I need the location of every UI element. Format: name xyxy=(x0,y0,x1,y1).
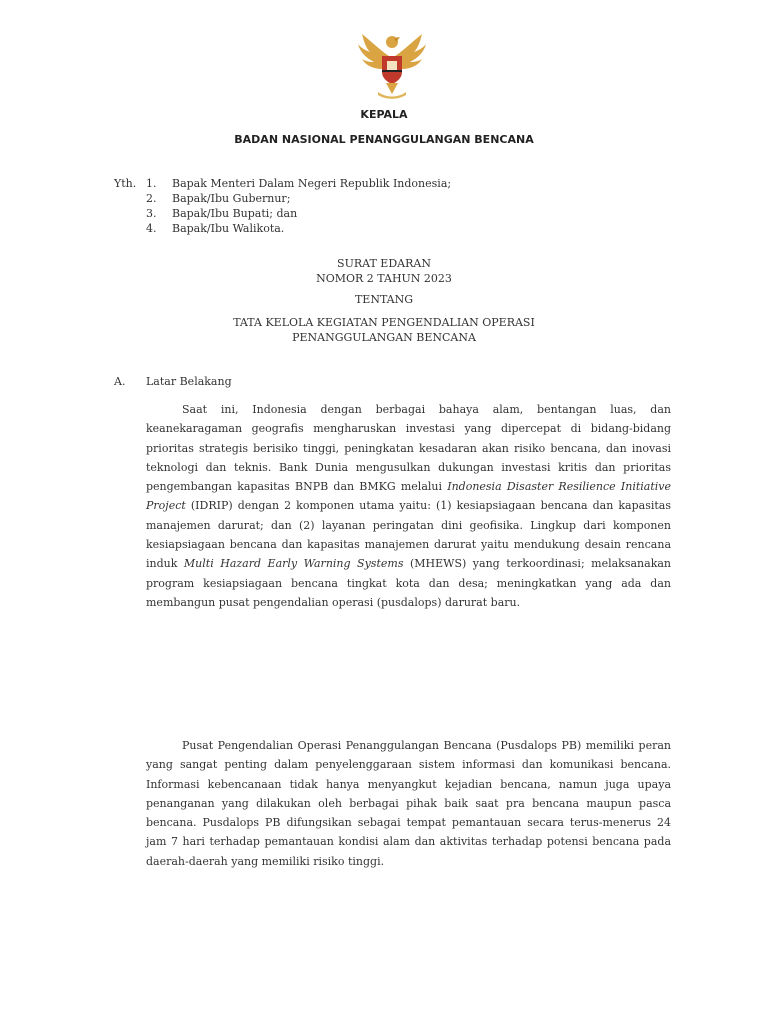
paragraph-1 xyxy=(146,400,671,612)
recipient-number: 3. xyxy=(146,207,157,220)
recipient-prefix: Yth. xyxy=(114,177,137,190)
recipient-text: Bapak/Ibu Bupati; dan xyxy=(172,207,298,220)
paragraph-1-italic-project: Indonesia Disaster Resilience Initiative Project xyxy=(146,480,671,513)
title-nomor: NOMOR 2 TAHUN 2023 xyxy=(316,272,452,285)
recipient-number: 1. xyxy=(146,177,157,190)
paragraph-1-text: (IDRIP) dengan 2 komponen utama yaitu: (1) kesiapsiagaan bencana dan kapasitas manajemen darurat; dan (2) layanan peringatan dini geofisika. Lingkup dari komponen kesiapsiagaan bencana dan kapasitas manajemen darurat yaitu mendukung desain rencana induk xyxy=(146,499,671,571)
document-title xyxy=(0,256,768,345)
section-letter: A. xyxy=(114,375,126,388)
header-agency-name: BADAN NASIONAL PENANGGULANGAN BENCANA xyxy=(234,133,534,146)
header-kepala: KEPALA xyxy=(360,108,408,121)
paragraph-1-italic-mhews: Multi Hazard Early Warning Systems xyxy=(183,557,404,571)
recipient-text: Bapak Menteri Dalam Negeri Republik Indonesia; xyxy=(172,177,452,190)
paragraph-2-text: Pusat Pengendalian Operasi Penanggulangan Bencana (Pusdalops PB) memiliki peran yang sangat penting dalam penyelenggaraan sistem informasi dan komunikasi bencana. Informasi kebencanaan tidak hanya menyangkut kejadian bencana, namun juga upaya penanganan yang dilakukan oleh berbagai pihak baik saat pra bencana maupun pasca bencana. Pusdalops PB difungsikan sebagai tempat pemantauan secara terus-menerus 24 jam 7 hari terhadap pemantauan kondisi alam dan aktivitas terhadap potensi bencana pada daerah-daerah yang memiliki risiko tinggi. xyxy=(146,739,671,868)
paragraph-1-text: (MHEWS) yang terkoordinasi; melaksanakan program kesiapsiagaan bencana tingkat kota dan desa; meningkatkan yang ada dan membangun pusat pengendalian operasi (pusdalops) darurat baru. xyxy=(146,557,671,609)
title-tentang: TENTANG xyxy=(354,293,414,306)
recipient-row xyxy=(114,191,451,206)
title-surat-edaran: SURAT EDARAN xyxy=(337,257,431,270)
recipient-text: Bapak/Ibu Walikota. xyxy=(172,222,285,235)
garuda-emblem-icon xyxy=(354,28,430,100)
title-subject-line1: TATA KELOLA KEGIATAN PENGENDALIAN OPERASI xyxy=(233,316,535,329)
recipient-number: 2. xyxy=(146,192,157,205)
title-subject-line2: PENANGGULANGAN BENCANA xyxy=(292,331,476,344)
section-title: Latar Belakang xyxy=(146,375,232,388)
recipient-text: Bapak/Ibu Gubernur; xyxy=(172,192,291,205)
recipient-number: 4. xyxy=(146,222,157,235)
recipient-list xyxy=(114,176,451,236)
paragraph-1-text: Saat ini, Indonesia dengan berbagai bahaya alam, bentangan luas, dan keanekaragaman geografis mengharuskan investasi yang dipercepat di bidang-bidang prioritas strategis berisiko tinggi, peningkatan kesadaran akan risiko bencana, dan inovasi teknologi dan teknis. Bank Dunia mengusulkan dukungan investasi kritis dan prioritas pengembangan kapasitas BNPB dan BMKG melalui xyxy=(146,403,671,494)
section-heading xyxy=(114,375,232,388)
recipient-row xyxy=(114,176,451,191)
recipient-row xyxy=(114,206,451,221)
recipient-row xyxy=(114,221,451,236)
paragraph-2 xyxy=(146,736,671,871)
